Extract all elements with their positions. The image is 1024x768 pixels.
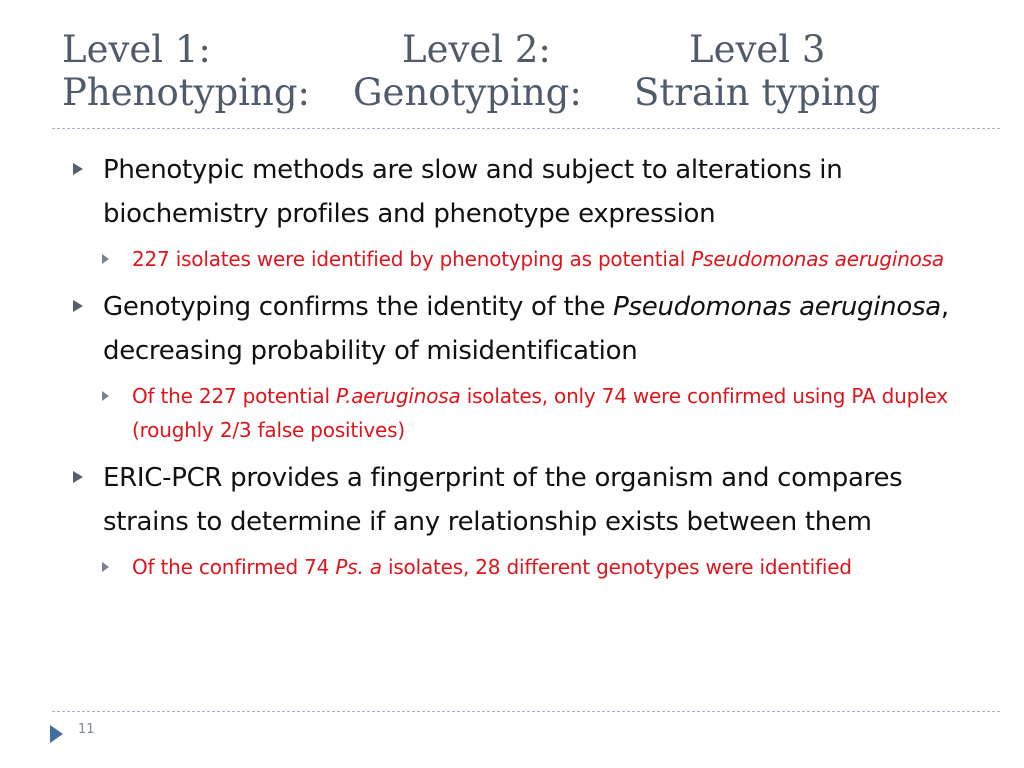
sub-bullet-227-isolates: [101, 242, 992, 276]
title-divider: [52, 128, 1000, 129]
sub-bullet-text: 227 isolates were identified by phenotyping as potential: [132, 247, 692, 271]
species-name: Ps. a: [335, 555, 382, 579]
species-name: P.aeruginosa: [335, 384, 461, 408]
title-phenotyping: Phenotyping:: [62, 71, 310, 114]
title-genotyping: Genotyping:: [353, 71, 582, 114]
bullet-genotyping-confirms: [72, 285, 992, 373]
bullet-arrow-icon: [73, 300, 83, 312]
title-level-1: Level 1:: [62, 28, 211, 71]
bullet-text: Phenotypic methods are slow and subject to alterations in biochemistry profiles and phenotype expression: [103, 155, 843, 229]
title-level-3: Level 3: [689, 28, 826, 71]
bullet-list: [72, 148, 992, 593]
bullet-arrow-icon: [73, 471, 83, 483]
sub-bullet-arrow-icon: [102, 391, 109, 401]
sub-bullet-28-genotypes: [101, 550, 992, 584]
bullet-text-end: , decreasing probability of misidentification: [103, 292, 949, 366]
title-level-2: Level 2:: [402, 28, 551, 71]
sub-bullet-arrow-icon: [102, 562, 109, 572]
title-line-2: [62, 71, 1002, 114]
title-strain-typing: Strain typing: [634, 71, 881, 114]
title-line-1: [62, 28, 1002, 71]
bullet-phenotypic-methods: [72, 148, 992, 236]
footer-arrow-icon: [50, 725, 63, 743]
species-name: Pseudomonas aeruginosa: [691, 247, 944, 271]
sub-bullet-arrow-icon: [102, 254, 109, 264]
slide-title: [62, 28, 1002, 114]
bullet-arrow-icon: [73, 163, 83, 175]
bullet-text: Genotyping confirms the identity of the: [103, 292, 614, 322]
sub-bullet-74-confirmed: [101, 379, 992, 447]
page-number: 11: [78, 722, 95, 737]
species-name: Pseudomonas aeruginosa: [613, 292, 941, 322]
sub-bullet-text-end: isolates, 28 different genotypes were identified: [381, 555, 852, 579]
footer-divider: [52, 711, 1000, 712]
sub-bullet-text-end: isolates, only 74 were confirmed using PA duplex (roughly 2/3 false positives): [132, 384, 948, 442]
sub-bullet-text: Of the confirmed 74: [132, 555, 336, 579]
bullet-eric-pcr: [72, 456, 992, 544]
sub-bullet-text: Of the 227 potential: [132, 384, 336, 408]
bullet-text: ERIC-PCR provides a fingerprint of the organism and compares strains to determine if any relationship exists between them: [103, 463, 903, 537]
